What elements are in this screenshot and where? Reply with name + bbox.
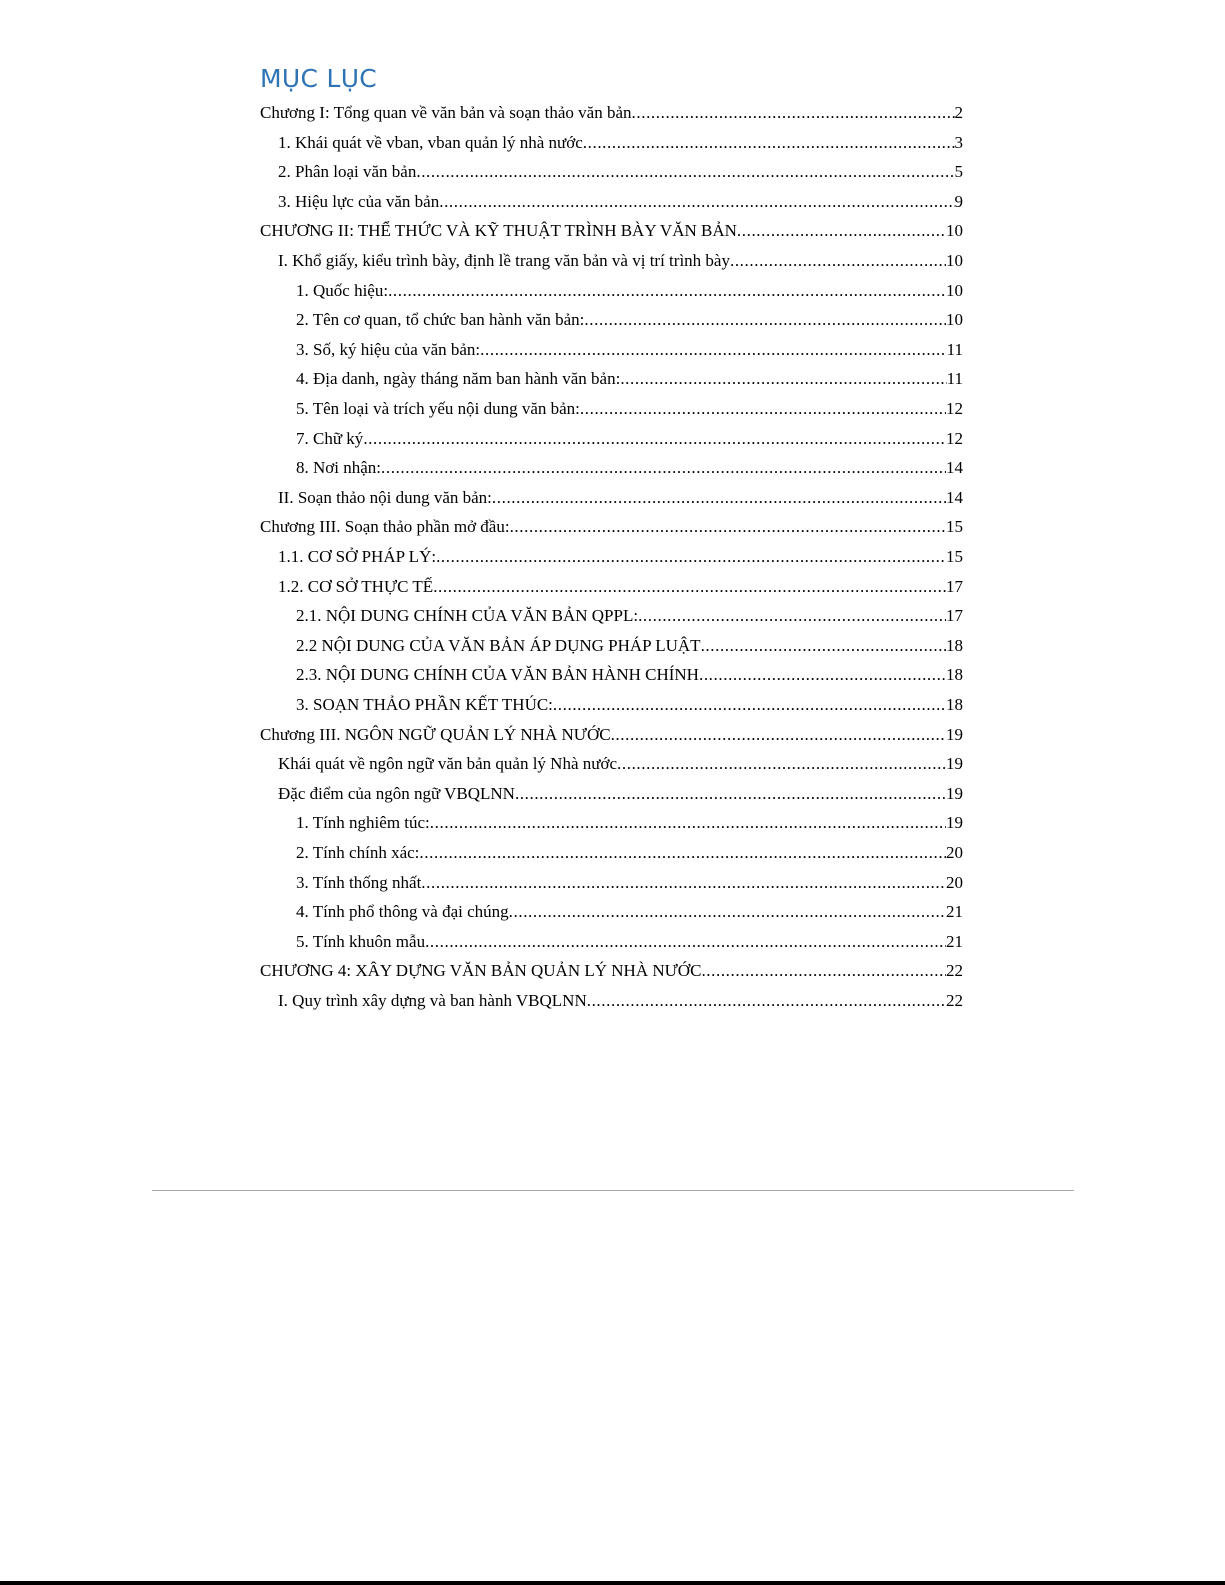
toc-entry[interactable] (278, 251, 963, 281)
toc-page-number: 22 (946, 991, 963, 1010)
toc-dot-leader (430, 813, 946, 833)
toc-entry-text: 1.2. CƠ SỞ THỰC TẾ (278, 577, 434, 596)
toc-dot-leader (425, 932, 946, 952)
bottom-border (0, 1581, 1225, 1585)
toc-page-number: 9 (954, 192, 963, 211)
toc-entry-text: CHƯƠNG 4: XÂY DỰNG VĂN BẢN QUẢN LÝ NHÀ NƯỚC (260, 961, 702, 980)
toc-dot-leader (730, 251, 946, 271)
toc-entry-text: 3. Hiệu lực của văn bản (278, 192, 440, 211)
toc-page-number: 10 (946, 281, 963, 300)
toc-entry-text: 4. Tính phổ thông và đại chúng (296, 902, 509, 921)
toc-dot-leader (701, 636, 946, 656)
toc-page-number: 3 (954, 133, 963, 152)
toc-entry[interactable] (296, 932, 963, 962)
toc-entry[interactable] (296, 813, 963, 843)
toc-page-number: 19 (946, 754, 963, 773)
toc-dot-leader (617, 754, 946, 774)
toc-dot-leader (363, 429, 946, 449)
toc-entry[interactable] (260, 961, 963, 991)
toc-entry-text: 1. Tính nghiêm túc: (296, 813, 430, 832)
toc-dot-leader (509, 902, 946, 922)
toc-dot-leader (611, 725, 946, 745)
toc-dot-leader (583, 133, 955, 153)
toc-page-number: 10 (946, 221, 963, 240)
toc-dot-leader (421, 873, 946, 893)
toc-page-number: 20 (946, 873, 963, 892)
toc-entry-text: 3. Số, ký hiệu của văn bản: (296, 340, 481, 359)
toc-dot-leader (632, 103, 955, 123)
toc-entry[interactable] (278, 577, 963, 607)
toc-dot-leader (433, 577, 946, 597)
toc-entry[interactable] (296, 340, 963, 370)
toc-entry[interactable] (296, 429, 963, 459)
toc-entry[interactable] (260, 517, 963, 547)
toc-page-number: 14 (946, 458, 963, 477)
toc-dot-leader (580, 399, 946, 419)
toc-dot-leader (439, 192, 954, 212)
page-divider (152, 1190, 1074, 1191)
toc-page-number: 10 (946, 310, 963, 329)
toc-entry[interactable] (278, 784, 963, 814)
toc-page-number: 21 (946, 932, 963, 951)
toc-entry[interactable] (278, 754, 963, 784)
toc-title: MỤC LỤC (260, 64, 378, 93)
toc-entry[interactable] (260, 725, 963, 755)
toc-dot-leader (480, 340, 946, 360)
toc-page-number: 5 (954, 162, 963, 181)
toc-entry-text: 1. Quốc hiệu: (296, 281, 389, 300)
toc-page-number: 2 (954, 103, 963, 122)
toc-entry-text: 2.2 NỘI DUNG CỦA VĂN BẢN ÁP DỤNG PHÁP LUẬT (296, 636, 701, 655)
toc-entry-text: 3. SOẠN THẢO PHẦN KẾT THÚC: (296, 695, 553, 714)
toc-dot-leader (436, 547, 946, 567)
toc-dot-leader (492, 488, 946, 508)
toc-page-number: 18 (946, 665, 963, 684)
toc-entry-text: I. Khổ giấy, kiểu trình bày, định lề trang văn bản và vị trí trình bày (278, 251, 730, 270)
toc-entry-text: 2. Tính chính xác: (296, 843, 420, 862)
toc-page-number: 11 (946, 340, 963, 359)
toc-dot-leader (510, 517, 946, 537)
toc-entry[interactable] (278, 488, 963, 518)
toc-entry-text: CHƯƠNG II: THỂ THỨC VÀ KỸ THUẬT TRÌNH BÀY VĂN BẢN (260, 221, 737, 240)
toc-entry-text: 5. Tên loại và trích yếu nội dung văn bản: (296, 399, 580, 418)
toc-entry-text: II. Soạn thảo nội dung văn bản: (278, 488, 492, 507)
toc-page-number: 18 (946, 695, 963, 714)
toc-page-number: 10 (946, 251, 963, 270)
toc-dot-leader (419, 843, 946, 863)
toc-page-number: 15 (946, 517, 963, 536)
toc-page-number: 19 (946, 725, 963, 744)
toc-page-number: 15 (946, 547, 963, 566)
toc-entry[interactable] (296, 606, 963, 636)
toc-dot-leader (737, 221, 946, 241)
toc-dot-leader (381, 458, 946, 478)
toc-entry[interactable] (260, 103, 963, 133)
toc-page-number: 19 (946, 784, 963, 803)
toc-entry[interactable] (296, 695, 963, 725)
toc-dot-leader (587, 991, 946, 1011)
toc-entry[interactable] (278, 192, 963, 222)
toc-entry[interactable] (296, 843, 963, 873)
toc-dot-leader (584, 310, 946, 330)
toc-entry-text: I. Quy trình xây dựng và ban hành VBQLNN (278, 991, 587, 1010)
toc-dot-leader (620, 369, 946, 389)
toc-entry[interactable] (296, 636, 963, 666)
toc-entry[interactable] (296, 902, 963, 932)
toc-entry[interactable] (296, 665, 963, 695)
toc-entry[interactable] (296, 281, 963, 311)
toc-entry-text: 7. Chữ ký (296, 429, 364, 448)
toc-page-number: 19 (946, 813, 963, 832)
toc-entry-text: 2. Tên cơ quan, tổ chức ban hành văn bản: (296, 310, 585, 329)
toc-page-number: 14 (946, 488, 963, 507)
toc-entry[interactable] (260, 221, 963, 251)
toc-entry-text: 3. Tính thống nhất (296, 873, 422, 892)
toc-page-number: 21 (946, 902, 963, 921)
toc-dot-leader (515, 784, 946, 804)
toc-entry-text: 1.1. CƠ SỞ PHÁP LÝ: (278, 547, 437, 566)
toc-page-number: 11 (946, 369, 963, 388)
toc-entry[interactable] (278, 991, 963, 1021)
toc-entry[interactable] (278, 133, 963, 163)
toc-dot-leader (553, 695, 946, 715)
toc-entry-text: 2.3. NỘI DUNG CHÍNH CỦA VĂN BẢN HÀNH CHÍNH (296, 665, 699, 684)
toc-entry[interactable] (296, 873, 963, 903)
toc-entry-text: Chương III. NGÔN NGỮ QUẢN LÝ NHÀ NƯỚC (260, 725, 611, 744)
toc-entry-text: Đặc điểm của ngôn ngữ VBQLNN (278, 784, 515, 803)
toc-dot-leader (638, 606, 946, 626)
toc-page-number: 17 (946, 606, 963, 625)
toc-page-number: 12 (946, 399, 963, 418)
toc-entry-text: 2.1. NỘI DUNG CHÍNH CỦA VĂN BẢN QPPL: (296, 606, 639, 625)
toc-entry[interactable] (278, 547, 963, 577)
toc-entry-text: 8. Nơi nhận: (296, 458, 382, 477)
toc-entry[interactable] (296, 369, 963, 399)
toc-page-number: 18 (946, 636, 963, 655)
toc-entry-text: Chương I: Tổng quan về văn bản và soạn thảo văn bản (260, 103, 632, 122)
toc-entry[interactable] (296, 310, 963, 340)
toc-dot-leader (416, 162, 954, 182)
toc-page-number: 22 (946, 961, 963, 980)
toc-entry[interactable] (296, 458, 963, 488)
toc-dot-leader (388, 281, 946, 301)
toc-entry-text: 1. Khái quát về vban, vban quản lý nhà nước (278, 133, 583, 152)
toc-entry-text: 4. Địa danh, ngày tháng năm ban hành văn bản: (296, 369, 621, 388)
toc-entry[interactable] (296, 399, 963, 429)
toc-entry-text: 2. Phân loại văn bản (278, 162, 417, 181)
toc-entry[interactable] (278, 162, 963, 192)
toc-page-number: 12 (946, 429, 963, 448)
toc-page-number: 17 (946, 577, 963, 596)
toc-dot-leader (699, 665, 946, 685)
toc-page-number: 20 (946, 843, 963, 862)
toc-entry-text: Khái quát về ngôn ngữ văn bản quản lý Nhà nước (278, 754, 618, 773)
toc-entry-text: Chương III. Soạn thảo phần mở đầu: (260, 517, 510, 536)
toc-dot-leader (701, 961, 946, 981)
toc-entry-text: 5. Tính khuôn mẫu (296, 932, 426, 951)
